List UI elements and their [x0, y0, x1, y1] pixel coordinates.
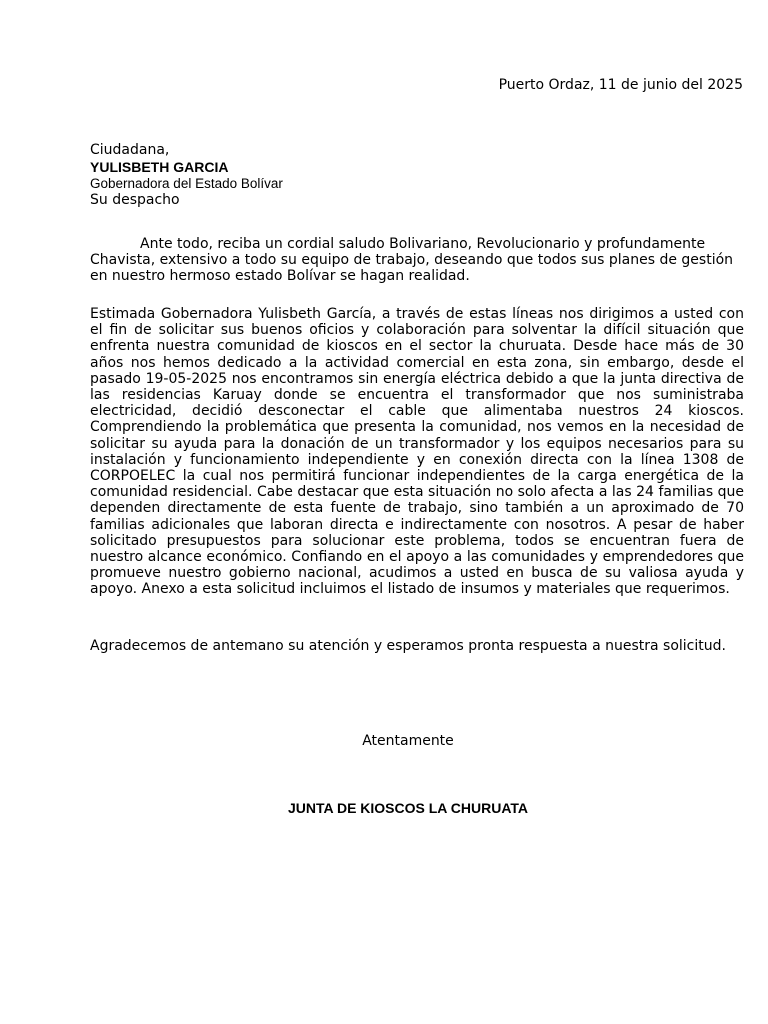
thanks-paragraph: Agradecemos de antemano su atención y esperamos pronta respuesta a nuestra solicitud. — [90, 638, 726, 654]
recipient-salutation: Ciudadana, — [90, 142, 170, 158]
recipient-role: Gobernadora del Estado Bolívar — [90, 176, 283, 191]
greeting-paragraph: Ante todo, reciba un cordial saludo Bolivariano, Revolucionario y profundamente Chavista, extensivo a todo su equipo de trabajo, deseando que todos sus planes de gestión en nuestro hermoso estado Bolívar se hagan realidad. — [90, 236, 734, 285]
recipient-block — [90, 142, 690, 209]
signature-block: JUNTA DE KIOSCOS LA CHURUATA — [287, 800, 529, 816]
closing-text: Atentamente — [362, 733, 454, 749]
recipient-office: Su despacho — [90, 192, 180, 208]
place-date: Puerto Ordaz, 11 de junio del 2025 — [498, 77, 743, 93]
recipient-name: YULISBETH GARCIA — [90, 159, 229, 175]
request-paragraph: Estimada Gobernadora Yulisbeth García, a través de estas líneas nos dirigimos a usted con el fin de solicitar sus buenos oficios y colaboración para solventar la difícil situación que enfrenta nuestra comunidad de kioscos en el sector la churuata. Desde hace más de 30 años nos hemos dedicado a la actividad comercial en esta zona, sin embargo, desde el pasado 19-05-2025 nos encontramos sin energía eléctrica debido a que la junta directiva de las residencias Karuay donde se encuentra el transformador que nos suministraba electricidad, decidió desconectar el cable que alimentaba nuestros 24 kioscos. Comprendiendo la problemática que presenta la comunidad, nos vemos en la necesidad de solicitar su ayuda para la donación de un transformador y los equipos necesarios para su instalación y funcionamiento independiente y en conexión directa con la línea 1308 de CORPOELEC la cual nos permitirá funcionar independientes de la carga energética de la comunidad residencial. Cabe destacar que esta situación no solo afecta a las 24 familias que dependen directamente de esta fuente de trabajo, sino también a un aproximado de 70 familias adicionales que laboran directa e indirectamente con nosotros. A pesar de haber solicitado presupuestos para solucionar este problema, todos se encuentran fuera de nuestro alcance económico. Confiando en el apoyo a las comunidades y emprendedores que promueve nuestro gobierno nacional, acudimos a usted en busca de su valiosa ayuda y apoyo. Anexo a esta solicitud incluimos el listado de insumos y materiales que requerimos. — [90, 306, 744, 598]
